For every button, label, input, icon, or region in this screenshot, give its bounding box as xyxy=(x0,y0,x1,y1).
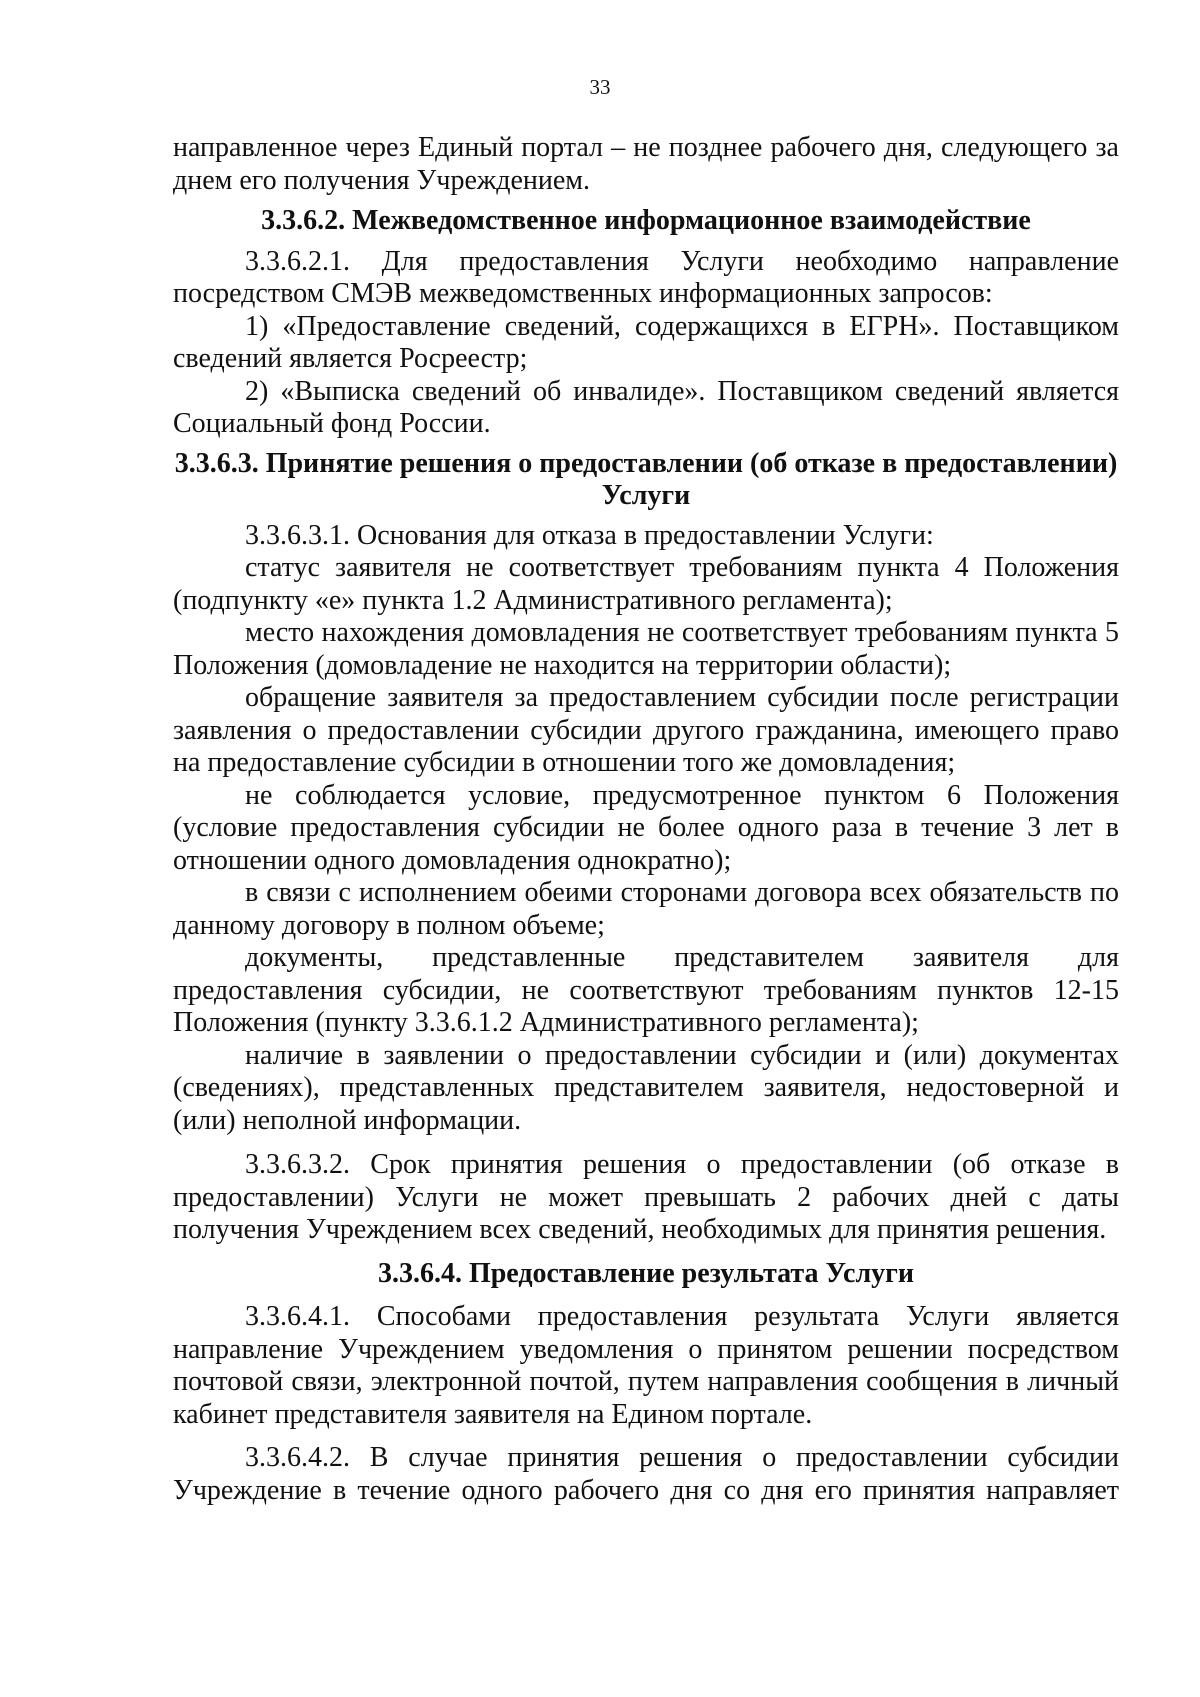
refusal-reason-location: место нахождения домовладения не соответствует требованиям пункта 5 Положения (домовладение не находится на территории области); xyxy=(173,617,1119,681)
refusal-reason-condition: не соблюдается условие, предусмотренное пунктом 6 Положения (условие предоставления субсидии не более одного раза в течение 3 лет в отношении одного домовладения однократно); xyxy=(173,779,1119,876)
list-item-invalid: 2) «Выписка сведений об инвалиде». Поставщиком сведений является Социальный фонд России. xyxy=(173,375,1119,439)
refusal-reason-false-info: наличие в заявлении о предоставлении субсидии и (или) документах (сведениях), представленных представителем заявителя, недостоверной и (или) неполной информации. xyxy=(173,1039,1119,1136)
refusal-reason-status: статус заявителя не соответствует требованиям пункта 4 Положения (подпункту «е» пункта 1.2 Административного регламента); xyxy=(173,552,1119,616)
paragraph-3-3-6-3-2: 3.3.6.3.2. Срок принятия решения о предоставлении (об отказе в предоставлении) Услуги не может превышать 2 рабочих дней с даты получения Учреждением всех сведений, необходимых для принятия решения. xyxy=(173,1149,1119,1245)
paragraph-3-3-6-4-2: 3.3.6.4.2. В случае принятия решения о предоставлении субсидии Учреждение в течение одного рабочего дня со дня его принятия направляет xyxy=(173,1442,1119,1506)
paragraph-3-3-6-2-1: 3.3.6.2.1. Для предоставления Услуги необходимо направление посредством СМЭВ межведомственных информационных запросов: xyxy=(173,245,1119,309)
refusal-reason-duplicate: обращение заявителя за предоставлением субсидии после регистрации заявления о предоставлении субсидии другого гражданина, имеющего право на предоставление субсидии в отношении того же домовладения; xyxy=(173,682,1119,778)
section-heading-3-3-6-3: 3.3.6.3. Принятие решения о предоставлении (об отказе в предоставлении) Услуги xyxy=(174,447,1118,511)
list-item-egrn: 1) «Предоставление сведений, содержащихся в ЕГРН». Поставщиком сведений является Росреестр; xyxy=(173,310,1119,374)
refusal-reason-contract: в связи с исполнением обеими сторонами договора всех обязательств по данному договору в полном объеме; xyxy=(173,877,1119,941)
document-body xyxy=(173,132,1119,1507)
page-number: 33 xyxy=(589,75,611,99)
section-heading-3-3-6-2: 3.3.6.2. Межведомственное информационное взаимодействие xyxy=(261,205,1031,236)
paragraph-3-3-6-3-1: 3.3.6.3.1. Основания для отказа в предоставлении Услуги: xyxy=(245,519,934,551)
paragraph-3-3-6-4-1: 3.3.6.4.1. Способами предоставления результата Услуги является направление Учреждением уведомления о принятом решении посредством почтовой связи, электронной почтой, путем направления сообщения в личный кабинет представителя заявителя на Едином портале. xyxy=(173,1301,1119,1430)
paragraph-continuation: направленное через Единый портал – не позднее рабочего дня, следующего за днем его получения Учреждением. xyxy=(173,132,1119,196)
refusal-reason-documents: документы, представленные представителем заявителя для предоставления субсидии, не соответствуют требованиям пунктов 12-15 Положения (пункту 3.3.6.1.2 Административного регламента); xyxy=(173,942,1119,1038)
section-heading-3-3-6-4: 3.3.6.4. Предоставление результата Услуги xyxy=(377,1257,915,1289)
